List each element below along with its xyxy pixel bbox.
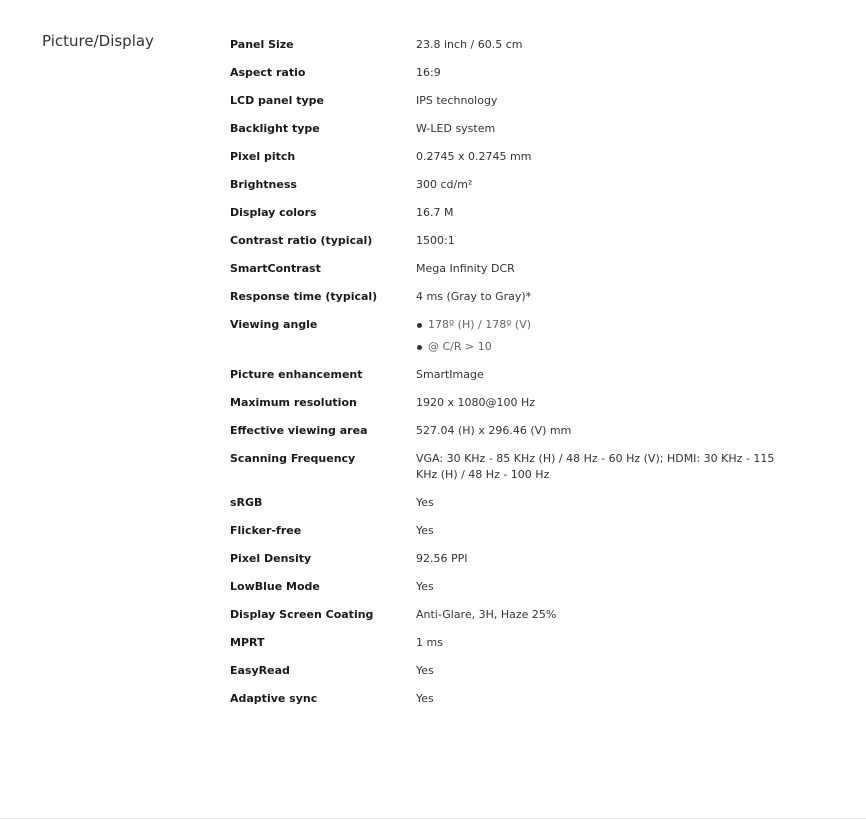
bullet-list	[416, 317, 790, 355]
spec-label: SmartContrast	[230, 262, 321, 275]
spec-value: Yes	[416, 692, 434, 705]
spec-label: Pixel Density	[230, 552, 312, 565]
spec-row-response-time	[230, 285, 790, 313]
spec-value: Yes	[416, 496, 434, 509]
spec-label: EasyRead	[230, 664, 290, 677]
spec-label: Backlight type	[230, 122, 320, 135]
spec-row-lowblue-mode	[230, 575, 790, 603]
spec-row-mprt	[230, 631, 790, 659]
spec-label: Pixel pitch	[230, 150, 296, 163]
spec-row-picture-enhancement	[230, 363, 790, 391]
spec-row-smartcontrast	[230, 257, 790, 285]
spec-row-viewing-angle	[230, 313, 790, 363]
spec-row-display-screen-coating	[230, 603, 790, 631]
spec-row-brightness	[230, 173, 790, 201]
spec-value: 1500:1	[416, 234, 455, 247]
spec-value: 1920 x 1080@100 Hz	[416, 396, 536, 409]
spec-table	[230, 33, 790, 715]
spec-row-aspect-ratio	[230, 61, 790, 89]
spec-value: 23.8 inch / 60.5 cm	[416, 38, 523, 51]
spec-value: Mega Infinity DCR	[416, 262, 515, 275]
spec-value: Yes	[416, 524, 434, 537]
spec-row-scanning-frequency	[230, 447, 790, 491]
spec-value: 92.56 PPI	[416, 552, 468, 565]
spec-label: Contrast ratio (typical)	[230, 234, 373, 247]
bullet-item: 178º (H) / 178º (V)	[416, 317, 790, 333]
spec-label: Display Screen Coating	[230, 608, 374, 621]
spec-value: SmartImage	[416, 368, 484, 381]
spec-row-backlight-type	[230, 117, 790, 145]
spec-label: Viewing angle	[230, 318, 318, 331]
spec-label: Maximum resolution	[230, 396, 357, 409]
spec-value: 300 cd/m²	[416, 178, 473, 191]
spec-label: MPRT	[230, 636, 265, 649]
spec-value: Yes	[416, 664, 434, 677]
spec-value: W-LED system	[416, 122, 496, 135]
spec-row-effective-viewing-area	[230, 419, 790, 447]
spec-label: LowBlue Mode	[230, 580, 320, 593]
spec-value: 16:9	[416, 66, 441, 79]
spec-value: Anti-Glare, 3H, Haze 25%	[416, 608, 557, 621]
spec-value: 16.7 M	[416, 206, 454, 219]
spec-row-contrast-ratio	[230, 229, 790, 257]
spec-value: 4 ms (Gray to Gray)*	[416, 290, 532, 303]
spec-row-display-colors	[230, 201, 790, 229]
spec-label: Scanning Frequency	[230, 452, 356, 465]
section-divider	[0, 818, 866, 819]
spec-label: Response time (typical)	[230, 290, 378, 303]
spec-label: sRGB	[230, 496, 263, 509]
spec-label: Effective viewing area	[230, 424, 368, 437]
spec-row-lcd-panel-type	[230, 89, 790, 117]
spec-row-panel-size	[230, 33, 790, 61]
spec-value: 0.2745 x 0.2745 mm	[416, 150, 532, 163]
spec-row-flicker-free	[230, 519, 790, 547]
spec-value: 1 ms	[416, 636, 443, 649]
spec-value: 527.04 (H) x 296.46 (V) mm	[416, 424, 572, 437]
spec-label: LCD panel type	[230, 94, 324, 107]
spec-label: Flicker-free	[230, 524, 302, 537]
section-title: Picture/Display	[42, 32, 154, 50]
spec-label: Adaptive sync	[230, 692, 318, 705]
spec-row-pixel-density	[230, 547, 790, 575]
spec-label: Picture enhancement	[230, 368, 363, 381]
spec-value: IPS technology	[416, 94, 498, 107]
spec-label: Aspect ratio	[230, 66, 306, 79]
spec-row-maximum-resolution	[230, 391, 790, 419]
spec-value: VGA: 30 KHz - 85 KHz (H) / 48 Hz - 60 Hz (V); HDMI: 30 KHz - 115 KHz (H) / 48 Hz - 100 Hz	[416, 452, 775, 481]
spec-value: Yes	[416, 580, 434, 593]
spec-row-easyread	[230, 659, 790, 687]
spec-row-adaptive-sync	[230, 687, 790, 715]
spec-row-srgb	[230, 491, 790, 519]
spec-label: Brightness	[230, 178, 297, 191]
spec-label: Panel Size	[230, 38, 294, 51]
bullet-item: @ C/R > 10	[416, 339, 790, 355]
spec-label: Display colors	[230, 206, 317, 219]
spec-row-pixel-pitch	[230, 145, 790, 173]
spec-value	[416, 317, 790, 355]
